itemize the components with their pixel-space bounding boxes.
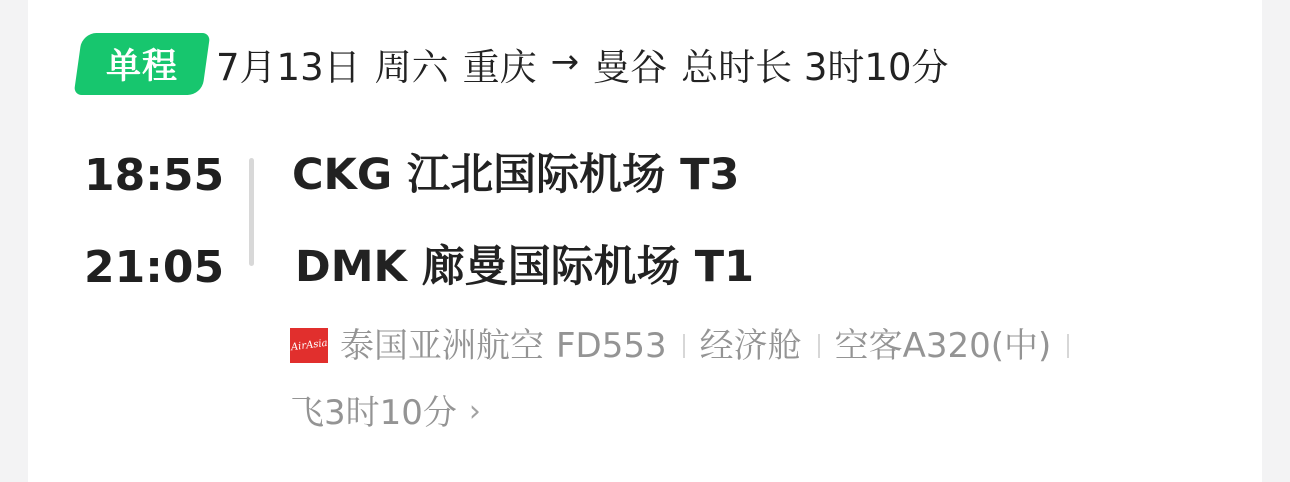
departure-time: 18:55	[84, 150, 225, 201]
departure-airport: CKG 江北国际机场 T3	[292, 150, 740, 200]
trip-date: 7月13日	[216, 46, 361, 89]
airasia-logo-icon	[290, 328, 328, 363]
flight-number: FD553	[556, 325, 667, 366]
cabin-class: 经济舱	[699, 325, 802, 366]
airline-name: 泰国亚洲航空	[340, 325, 544, 366]
aircraft-type: 空客A320(中)	[834, 325, 1052, 366]
chevron-right-icon: ›	[468, 394, 481, 429]
route-arrow-icon: →	[550, 42, 580, 82]
total-duration: 总时长 3时10分	[681, 46, 949, 89]
origin-city: 重庆	[462, 46, 537, 89]
destination-city: 曼谷	[593, 46, 668, 89]
arrival-airport: DMK 廊曼国际机场 T1	[295, 242, 754, 292]
flight-itinerary-card[interactable]	[28, 0, 1262, 482]
one-way-badge	[74, 33, 211, 95]
trip-weekday: 周六	[374, 46, 449, 89]
trip-summary	[216, 37, 949, 91]
details-separator	[818, 334, 820, 358]
flight-duration-link[interactable]	[290, 393, 481, 433]
flight-duration: 飞3时10分	[290, 393, 457, 433]
flight-details	[290, 325, 1084, 366]
timeline-divider	[249, 158, 254, 266]
airline-logo-text: AirAsia	[290, 337, 328, 353]
one-way-label: 单程	[105, 47, 178, 87]
details-separator	[683, 334, 685, 358]
arrival-time: 21:05	[84, 242, 225, 293]
details-separator	[1067, 334, 1069, 358]
